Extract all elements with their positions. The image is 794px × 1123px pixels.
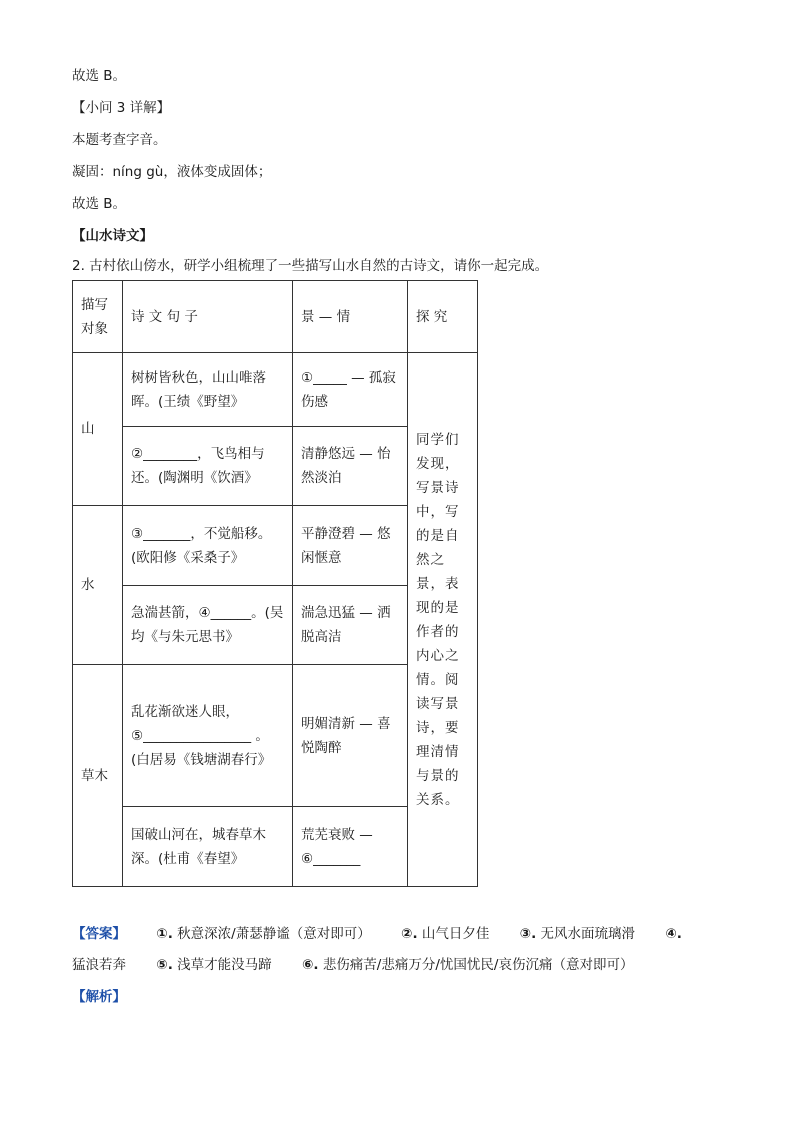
scene-cell: 清静悠远 — 怡然淡泊 xyxy=(293,427,408,506)
question-text: 2. 古村依山傍水，研学小组梳理了一些描写山水自然的古诗文，请你一起完成。 xyxy=(72,258,549,274)
analysis-line xyxy=(72,987,126,1007)
object-water: 水 xyxy=(73,506,123,665)
text-line-5: 故选 B。 xyxy=(72,196,127,212)
poem-cell: 急湍甚箭，④______。(吴均《与朱元思书》 xyxy=(123,586,293,665)
answer-item: 猛浪若奔 xyxy=(72,957,126,973)
header-object: 描写对象 xyxy=(73,281,123,353)
header-text: 诗 文 句 子 xyxy=(123,281,293,353)
text-line-1: 故选 B。 xyxy=(72,68,127,84)
scene-cell: 平静澄碧 — 悠闲惬意 xyxy=(293,506,408,586)
poem-cell: 树树皆秋色，山山唯落晖。(王绩《野望》 xyxy=(123,353,293,427)
scene-cell: 湍急迅猛 — 洒脱高洁 xyxy=(293,586,408,665)
object-plants: 草木 xyxy=(73,665,123,887)
scene-cell: ①_____ — 孤寂伤感 xyxy=(293,353,408,427)
scene-cell: 荒芜衰败 — ⑥_______ xyxy=(293,807,408,887)
text-line-3: 本题考查字音。 xyxy=(72,132,167,148)
scene-cell: 明媚清新 — 喜悦陶醉 xyxy=(293,665,408,807)
analysis-tag: 【解析】 xyxy=(72,989,126,1005)
answer-tag: 【答案】 xyxy=(72,926,126,942)
subquestion-header: 【小问 3 详解】 xyxy=(72,100,171,116)
table-row xyxy=(73,353,478,427)
answer-item: ③. 无风水面琉璃滑 xyxy=(519,926,636,942)
poem-cell: 乱花渐欲迷人眼，⑤________________ 。(白居易《钱塘湖春行》 xyxy=(123,665,293,807)
explore-cell: 同学们发现，写景诗中，写的是自然之景，表现的是作者的内心之情。阅读写景诗，要理清情与景的关系。 xyxy=(408,353,478,887)
poem-cell: 国破山河在，城春草木深。(杜甫《春望》 xyxy=(123,807,293,887)
answer-item: ⑥. 悲伤痛苦/悲痛万分/忧国忧民/哀伤沉痛（意对即可） xyxy=(301,957,634,973)
object-mountain: 山 xyxy=(73,353,123,506)
section-title: 【山水诗文】 xyxy=(72,228,153,244)
text-line-4: 凝固：níng gù，液体变成固体； xyxy=(72,164,272,180)
header-explore: 探 究 xyxy=(408,281,478,353)
answer-line-2 xyxy=(72,955,633,975)
answer-item: ⑤. 浅草才能没马蹄 xyxy=(156,957,272,973)
answer-item: ④. xyxy=(665,926,682,942)
answer-item: ①. 秋意深浓/萧瑟静谧（意对即可） xyxy=(156,926,371,942)
poem-table xyxy=(72,280,478,887)
answer-line-1 xyxy=(72,924,682,944)
header-scene: 景 — 情 xyxy=(293,281,408,353)
poem-cell: ②________，飞鸟相与还。(陶渊明《饮酒》 xyxy=(123,427,293,506)
poem-cell: ③_______，不觉船移。(欧阳修《采桑子》 xyxy=(123,506,293,586)
table-header-row xyxy=(73,281,478,353)
answer-item: ②. 山气日夕佳 xyxy=(401,926,490,942)
